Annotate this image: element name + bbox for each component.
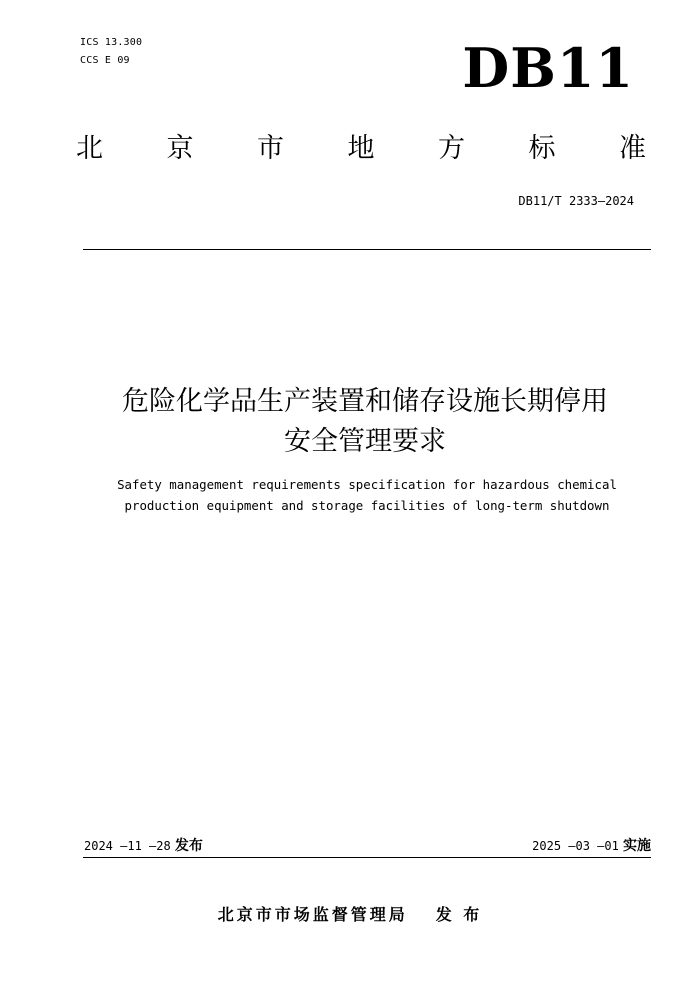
english-title-line-2: production equipment and storage facilities of long-term shutdown — [124, 498, 610, 513]
implement-date: 2025 —03 —01 — [532, 839, 619, 853]
chinese-title-line-2: 安全管理要求 — [284, 426, 446, 457]
issue-label: 发布 — [174, 838, 203, 854]
standard-type-char: 北 — [76, 133, 103, 164]
standard-number: DB11/T 2333—2024 — [518, 194, 634, 208]
english-title-line-1: Safety management requirements specification for hazardous chemical — [117, 477, 617, 492]
standard-type-char: 准 — [619, 133, 646, 164]
ccs-code: CCS E 09 — [80, 55, 130, 66]
standard-type-heading — [76, 129, 646, 169]
publisher-name: 北京市市场监督管理局 — [217, 905, 408, 924]
chinese-title-line-1: 危险化学品生产装置和储存设施长期停用 — [122, 386, 608, 417]
implement-label: 实施 — [623, 838, 651, 854]
publisher-line — [150, 903, 550, 927]
issue-date: 2024 —11 —28 — [84, 839, 171, 853]
publish-action: 发 布 — [435, 905, 483, 924]
ics-code: ICS 13.300 — [80, 37, 143, 48]
standard-type-char: 标 — [528, 133, 556, 164]
standard-type-char: 市 — [257, 133, 284, 164]
issue-date-block — [84, 836, 203, 857]
standard-type-char: 京 — [166, 133, 194, 164]
bottom-divider — [83, 857, 651, 858]
standard-type-char: 地 — [347, 133, 375, 164]
implement-date-block — [420, 836, 651, 857]
top-divider — [83, 249, 651, 250]
standard-type-char: 方 — [438, 133, 465, 164]
db11-logo: DB11 — [462, 36, 634, 100]
